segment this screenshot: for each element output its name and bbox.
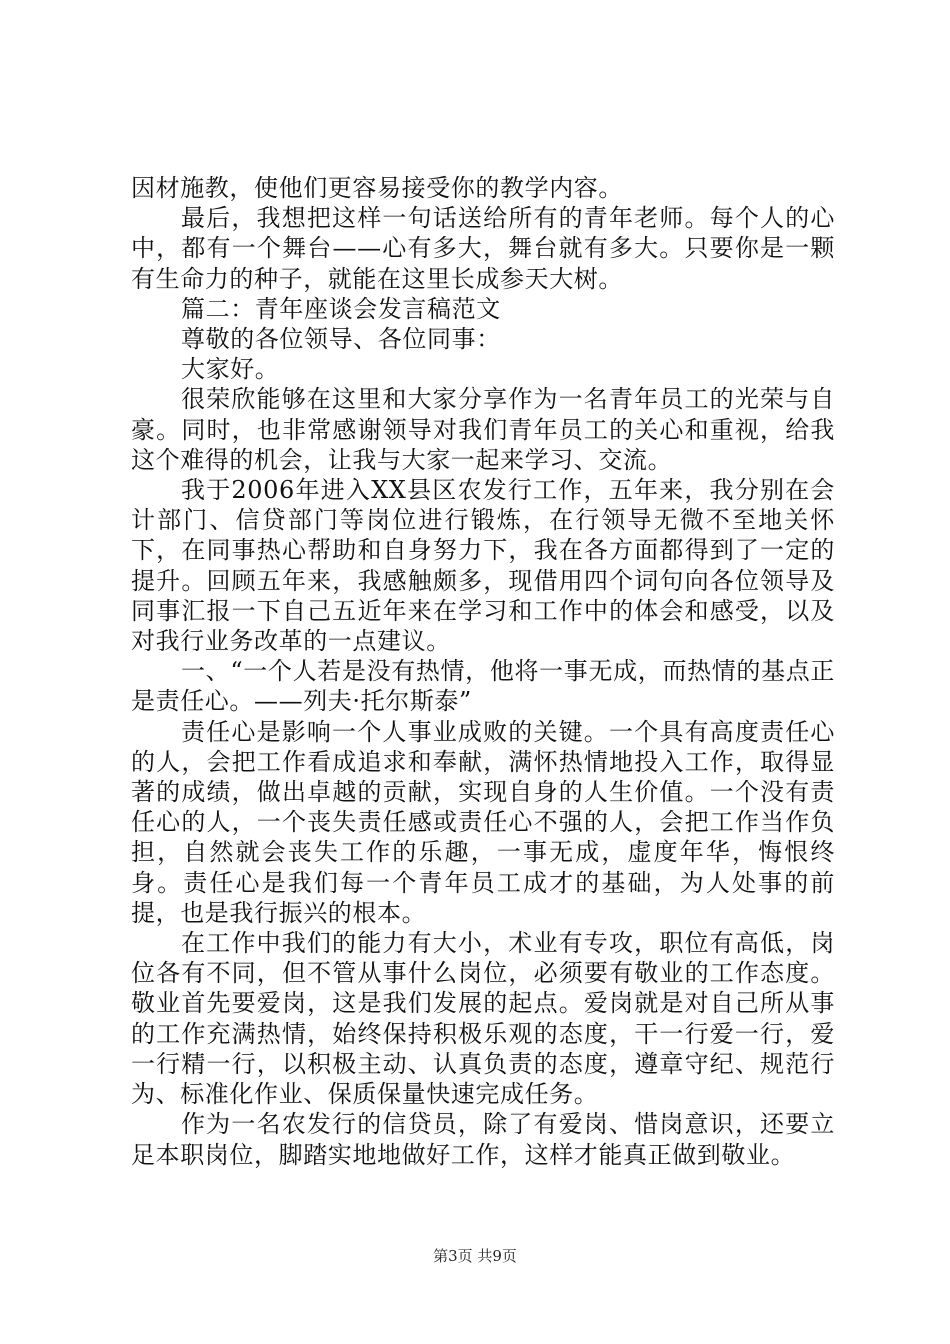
- subheading-point-one: 一、“一个人若是没有热情，他将一事无成，而热情的基点正是责任心。——列夫·托尔斯泰”: [131, 657, 835, 716]
- paragraph-closing-message: 最后，我想把这样一句话送给所有的青年老师。每个人的心中，都有一个舞台——心有多大，舞台就有多大。只要你是一颗有生命力的种子，就能在这里长成参天大树。: [131, 204, 835, 293]
- paragraph-introduction: 很荣欣能够在这里和大家分享作为一名青年员工的光荣与自豪。同时，也非常感谢领导对我们青年员工的关心和重视，给我这个难得的机会，让我与大家一起来学习、交流。: [131, 385, 835, 474]
- greeting: 大家好。: [181, 355, 280, 384]
- page-number-footer: 第3页 共9页: [433, 1247, 517, 1265]
- salutation: 尊敬的各位领导、各位同事：: [181, 325, 501, 354]
- document-body: [131, 173, 835, 1170]
- section-heading-part-two: 篇二：青年座谈会发言稿范文: [181, 294, 501, 323]
- paragraph-credit-officer: 作为一名农发行的信贷员，除了有爱岗、惜岗意识，还要立足本职岗位，脚踏实地地做好工作，这样才能真正做到敬业。: [131, 1110, 835, 1169]
- paragraph-work-history: 我于2006年进入XX县区农发行工作，五年来，我分别在会计部门、信贷部门等岗位进行锻炼，在行领导无微不至地关怀下，在同事热心帮助和自身努力下，我在各方面都得到了一定的提升。回顾五年来，我感触颇多，现借用四个词句向各位领导及同事汇报一下自己五近年来在学习和工作中的体会和感受，以及对我行业务改革的一点建议。: [131, 476, 835, 656]
- paragraph-responsibility: 责任心是影响一个人事业成败的关键。一个具有高度责任心的人，会把工作看成追求和奉献，满怀热情地投入工作，取得显著的成绩，做出卓越的贡献，实现自身的人生价值。一个没有责任心的人，一个丧失责任感或责任心不强的人，会把工作当作负担，自然就会丧失工作的乐趣，一事无成，虚度年华，悔恨终身。责任心是我们每一个青年员工成才的基础，为人处事的前提，也是我行振兴的根本。: [131, 717, 835, 927]
- paragraph-dedication: 在工作中我们的能力有大小，术业有专攻，职位有高低，岗位各有不同，但不管从事什么岗位，必须要有敬业的工作态度。敬业首先要爱岗，这是我们发展的起点。爱岗就是对自己所从事的工作充满热情，始终保持积极乐观的态度，干一行爱一行，爱一行精一行，以积极主动、认真负责的态度，遵章守纪、规范行为、标准化作业、保质保量快速完成任务。: [131, 929, 835, 1109]
- paragraph-continuation: 因材施教，使他们更容易接受你的教学内容。: [131, 174, 623, 202]
